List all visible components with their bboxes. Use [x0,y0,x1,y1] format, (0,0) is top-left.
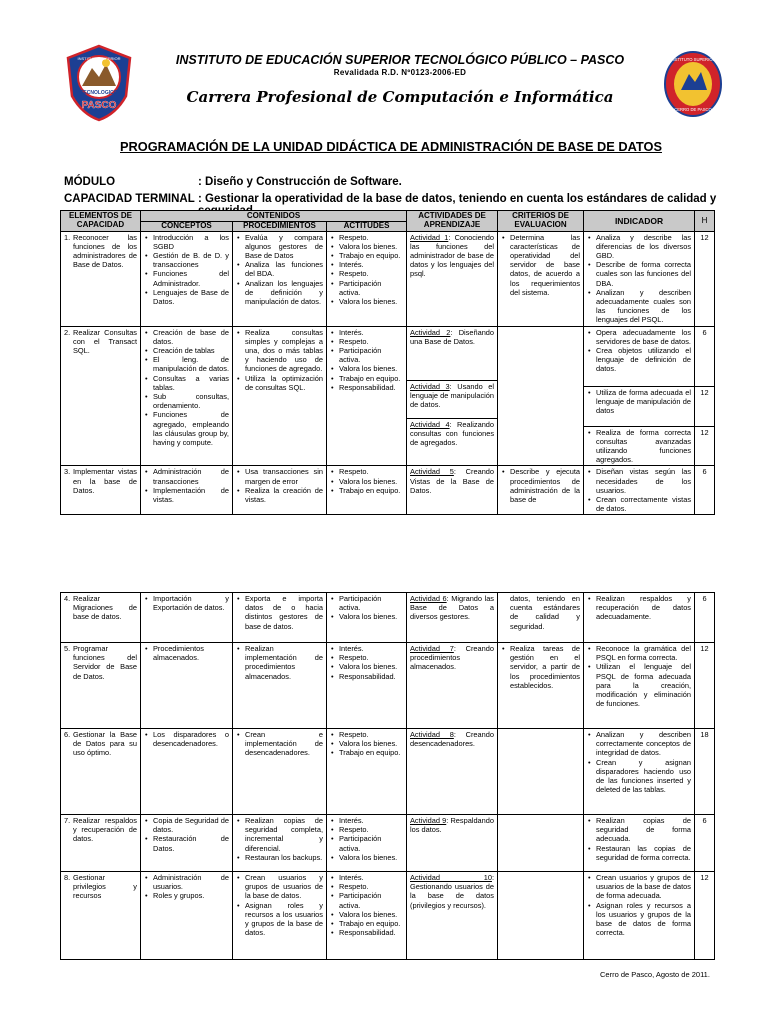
table-row: 6. Gestionar la Base de Datos para su uso óptimo. • Los disparadores o desencadenadores. • Crean e implementación de desencadenadores. • Respeto. • Valora los bienes. • Trabajo en equipo. Actividad 8: Creando desencadenadores. • Analizan y describen correctamente conceptos de integridad de datos. • Crean y asignan disparadores haciendo uso de las funciones inserted y deleted de las tablas. 18 [61,729,715,815]
institute-logo [64,44,134,122]
svg-text:TECNOLOGICO: TECNOLOGICO [80,90,118,96]
program-table-page1 [60,210,715,515]
career-name: Carrera Profesional de Computación e Informática [186,88,614,106]
capacidad-label: CAPACIDAD TERMINAL [64,193,195,205]
table-row: 7. Realizar respaldos y recuperación de datos. • Copia de Seguridad de datos. • Restauración de Datos. • Realizan copias de seguridad completa, incremental y diferencial. • Restauran los backups. • Interés. • Respeto. • Participación activa. • Valora los bienes. Actividad 9: Respaldando los datos. • Realizan copias de seguridad de forma adecuada. • Restauran las copias de seguridad de forma correcta. 6 [61,815,715,872]
header-actitudes: ACTITUDES [327,222,407,232]
table-row: 8. Gestionar privilegios y recursos • Administración de usuarios. • Roles y grupos. • Crean usuarios y grupos de usuarios de la base de datos. • Asignan roles y recursos a los usuarios y grupos de la base de datos. • Interés. • Respeto. • Participación activa. • Valora los bienes. • Trabajo en equipo. • Responsabilidad. Actividad 10: Gestionando usuarios de la base de datos (privilegios y recursos). • Crean usuarios y grupos de usuarios de la base de datos de forma adecuada. • Asignan roles y recursos a los usuarios y grupos de la base de datos de forma correcta. 12 [61,872,715,960]
svg-text:INSTITUTO SUPERIOR: INSTITUTO SUPERIOR [670,57,716,62]
svg-text:PASCO: PASCO [81,100,117,111]
table-row: 3. Implementar vistas en la base de Datos. • Administración de transacciones • Implementación de vistas. • Usa transacciones sin margen de error • Realiza la creación de vistas. • Respeto. • Valora los bienes. • Trabajo en equipo. Actividad 5: Creando Vistas de la Base de Datos. • Describe y ejecuta procedimientos de administración de la base de • Diseñan vistas según las necesidades de los usuarios. • Crean correctamente vistas de datos. 6 [61,466,715,515]
capacidad-value: : Gestionar la operatividad de la base de datos, teniendo en cuenta los estándares de calidad y [198,193,717,205]
header-horas: H [695,211,715,232]
institute-name: INSTITUTO DE EDUCACIÓN SUPERIOR TECNOLÓGICO PÚBLICO – PASCO [175,53,625,67]
header-elementos: ELEMENTOS DE CAPACIDAD [61,211,141,232]
header-actividades: ACTIVIDADES DE APRENDIZAJE [407,211,498,232]
header-conceptos: CONCEPTOS [141,222,233,232]
svg-text:INSTITUTO SUPERIOR: INSTITUTO SUPERIOR [77,56,121,61]
header-criterios: CRITERIOS DE EVALUACION [498,211,584,232]
table-row: 2. Realizar Consultas con el Transact SQL. • Creación de base de datos. • Creación de tablas • El leng. de manipulación de datos. • Consultas a varias tablas. • Sub consultas, ordenamiento. • Funciones de agregado, empleando las cláusulas group by, having y compute. • Realiza consultas simples y complejas a una, dos o más tablas y haciendo uso de funciones de agregado. • Utiliza la optimización de consultas SQL. • Interés. • Respeto. • Participación activa. • Valora los bienes. • Trabajo en equipo. • Responsabilidad. Actividad 2: Diseñando una Base de Datos. Actividad 3: Usando el lenguaje de manipulación de datos. Actividad 4: Realizando consultas con funciones de agregados. • Opera adecuadamente los servidores de base de datos. • Crea objetos utilizando el lenguaje de definición de datos. • Utiliza de forma adecuada el lenguaje de manipulación de datos • Realiza de forma correcta consultas avanzadas utilizando funciones agregados. 6 12 12 [61,326,715,466]
document-title: PROGRAMACIÓN DE LA UNIDAD DIDÁCTICA DE ADMINISTRACIÓN DE BASE DE DATOS [120,139,662,154]
modulo-label: MÓDULO [64,176,116,188]
svg-text:CERRO DE PASCO: CERRO DE PASCO [674,107,712,112]
table-row: 1. Reconocer las funciones de los administradores de Base de Datos. • Introducción a los SGBD • Gestión de B. de D. y transacciones • Funciones del Administrador. • Lenguajes de Base de Datos. • Evalúa y compara algunos gestores de Base de Datos • Analiza las funciones del BDA. • Analizan los lenguajes de definición y manipulación de datos. • Respeto. • Valora los bienes. • Trabajo en equipo. • Interés. • Respeto. • Participación activa. • Valora los bienes. Actividad 1: Conociendo las funciones del administrador de base de datos y los lenguajes del psql. • Determina las características de operatividad del servidor de base datos, de acuerdo a los requerimientos del sistema. • Analiza y describe las diferencias de los diversos GBD. • Describe de forma correcta cuales son las funciones del DBA. • Analizan y describen adecuadamente cuales son las funciones de los lenguajes del PSQL. 12 [61,231,715,326]
footer-place-date: Cerro de Pasco, Agosto de 2011. [600,970,710,979]
table-row: 5. Programar funciones del Servidor de Base de Datos. • Procedimientos almacenados. • Realizan implementación de procedimientos almacenados. • Interés. • Respeto. • Valora los bienes. • Responsabilidad. Actividad 7: Creando procedimientos almacenados. • Realiza tareas de gestión en el servidor, a partir de los procedimientos establecidos. • Reconoce la gramática del PSQL en forma correcta. • Utilizan el lenguaje del PSQL de forma adecuada para la creación, modificación y eliminación de funciones. 12 [61,643,715,729]
header-procedimientos: PROCEDIMIENTOS [233,222,327,232]
revalidation-note: Revalidada R.D. Nº0123-2006-ED [333,68,467,77]
table-row: 4. Realizar Migraciones de base de datos. • Importación y Exportación de datos. • Exporta e importa datos de o hacia distintos gestores de base de datos. • Participación activa. • Valora los bienes. Actividad 6: Migrando las Base de Datos a diversos gestores. datos, teniendo en cuenta estándares de calidad y seguridad. • Realizan respaldos y recuperación de datos adecuadamente. 6 [61,593,715,643]
seal-logo [663,50,723,118]
modulo-value: : Diseño y Construcción de Software. [198,176,402,188]
header-contenidos: CONTENIDOS [141,211,407,222]
elemento-cell: 1. Reconocer las funciones de los administradores de Base de Datos. [61,231,141,326]
header-indicador: INDICADOR [584,211,695,232]
program-table-page2 [60,592,715,960]
